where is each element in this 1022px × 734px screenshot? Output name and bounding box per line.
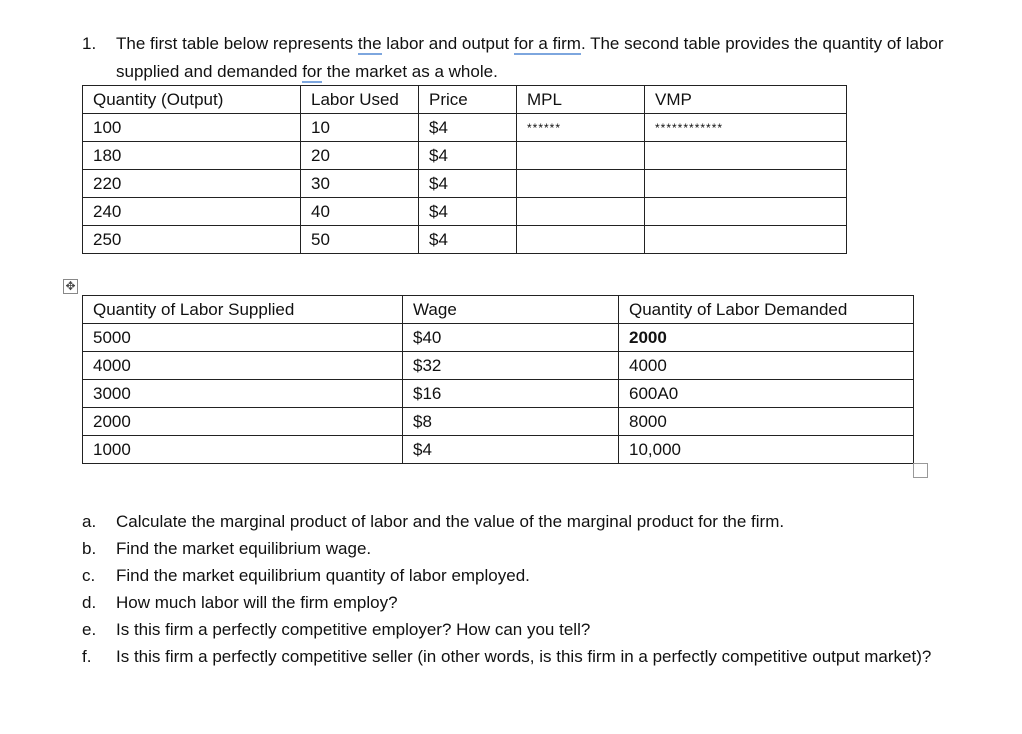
table-cell: $4 bbox=[419, 170, 517, 198]
header-cell: Quantity (Output) bbox=[83, 86, 301, 114]
header-cell: Labor Used bbox=[301, 86, 419, 114]
sub-question-list bbox=[82, 508, 942, 670]
list-label: c. bbox=[82, 566, 96, 585]
question-number: 1. bbox=[82, 34, 97, 53]
table-cell: 20 bbox=[301, 142, 419, 170]
list-item bbox=[82, 643, 942, 670]
intro-text bbox=[116, 30, 946, 86]
table-cell bbox=[645, 170, 847, 198]
table-cell: $8 bbox=[403, 408, 619, 436]
table-cell: 40 bbox=[301, 198, 419, 226]
table-header-row bbox=[83, 296, 914, 324]
table-cell bbox=[645, 198, 847, 226]
header-cell: Price bbox=[419, 86, 517, 114]
table-cell: ****** bbox=[517, 114, 645, 142]
list-item bbox=[82, 616, 942, 643]
table-cell: 5000 bbox=[83, 324, 403, 352]
table-row bbox=[83, 408, 914, 436]
table-cell: 2000 bbox=[619, 324, 914, 352]
header-cell: Wage bbox=[403, 296, 619, 324]
header-cell: Quantity of Labor Demanded bbox=[619, 296, 914, 324]
header-cell: VMP bbox=[645, 86, 847, 114]
header-cell: MPL bbox=[517, 86, 645, 114]
list-text: Calculate the marginal product of labor and the value of the marginal product for the firm. bbox=[116, 512, 785, 531]
table-cell: $4 bbox=[403, 436, 619, 464]
firm-table bbox=[82, 85, 847, 254]
resize-handle-icon[interactable] bbox=[913, 463, 928, 478]
spelling-mark: for bbox=[302, 62, 323, 81]
table-cell: ************ bbox=[645, 114, 847, 142]
table-cell: 4000 bbox=[83, 352, 403, 380]
list-text: Is this firm a perfectly competitive employer? How can you tell? bbox=[116, 620, 591, 639]
table-row bbox=[83, 436, 914, 464]
table-cell: 10,000 bbox=[619, 436, 914, 464]
table-cell: 30 bbox=[301, 170, 419, 198]
intro-part: the market as a whole. bbox=[322, 62, 498, 81]
intro-part: . The second table provides the quantity of labor supplied and demanded bbox=[116, 34, 944, 81]
list-text: Is this firm a perfectly competitive seller (in other words, is this firm in a perfectly competitive output market)? bbox=[116, 647, 932, 666]
market-table bbox=[82, 295, 914, 464]
table-cell bbox=[517, 170, 645, 198]
table-cell: $40 bbox=[403, 324, 619, 352]
table-cell: $4 bbox=[419, 226, 517, 254]
table-cell: 50 bbox=[301, 226, 419, 254]
header-cell: Quantity of Labor Supplied bbox=[83, 296, 403, 324]
table-cell: 100 bbox=[83, 114, 301, 142]
table-cell: 250 bbox=[83, 226, 301, 254]
table-cell: 4000 bbox=[619, 352, 914, 380]
table-cell bbox=[517, 142, 645, 170]
table-cell: $4 bbox=[419, 142, 517, 170]
table-cell: 8000 bbox=[619, 408, 914, 436]
table-cell: 180 bbox=[83, 142, 301, 170]
table-cell: 2000 bbox=[83, 408, 403, 436]
table-cell: 600A0 bbox=[619, 380, 914, 408]
table-cell: $4 bbox=[419, 114, 517, 142]
list-item bbox=[82, 589, 942, 616]
intro-part: labor and output bbox=[381, 34, 514, 53]
table-cell: 240 bbox=[83, 198, 301, 226]
table-cell: $4 bbox=[419, 198, 517, 226]
table-cell: $32 bbox=[403, 352, 619, 380]
list-label: a. bbox=[82, 512, 97, 531]
table-row bbox=[83, 380, 914, 408]
list-item bbox=[82, 535, 942, 562]
table-row bbox=[83, 198, 847, 226]
list-label: d. bbox=[82, 593, 97, 612]
spelling-mark: the bbox=[357, 34, 382, 53]
list-item bbox=[82, 562, 942, 589]
table-row bbox=[83, 114, 847, 142]
table-cell: 3000 bbox=[83, 380, 403, 408]
spelling-mark: for a firm bbox=[513, 34, 581, 53]
table-row bbox=[83, 142, 847, 170]
table-cell: 1000 bbox=[83, 436, 403, 464]
table-cell: $16 bbox=[403, 380, 619, 408]
list-item bbox=[82, 508, 942, 535]
list-text: Find the market equilibrium wage. bbox=[116, 539, 372, 558]
table-cell: 220 bbox=[83, 170, 301, 198]
table-cell bbox=[645, 226, 847, 254]
table-cell: 10 bbox=[301, 114, 419, 142]
intro-part: The first table below represents bbox=[116, 34, 358, 53]
table-header-row bbox=[83, 86, 847, 114]
table-cell bbox=[517, 226, 645, 254]
table-row bbox=[83, 170, 847, 198]
table-row bbox=[83, 324, 914, 352]
move-handle-icon[interactable]: ✥ bbox=[63, 279, 78, 294]
table-cell bbox=[645, 142, 847, 170]
table-row bbox=[83, 226, 847, 254]
list-text: How much labor will the firm employ? bbox=[116, 593, 398, 612]
table-row bbox=[83, 352, 914, 380]
list-label: e. bbox=[82, 620, 97, 639]
list-text: Find the market equilibrium quantity of labor employed. bbox=[116, 566, 530, 585]
list-label: b. bbox=[82, 539, 97, 558]
list-label: f. bbox=[82, 647, 92, 666]
table-cell bbox=[517, 198, 645, 226]
